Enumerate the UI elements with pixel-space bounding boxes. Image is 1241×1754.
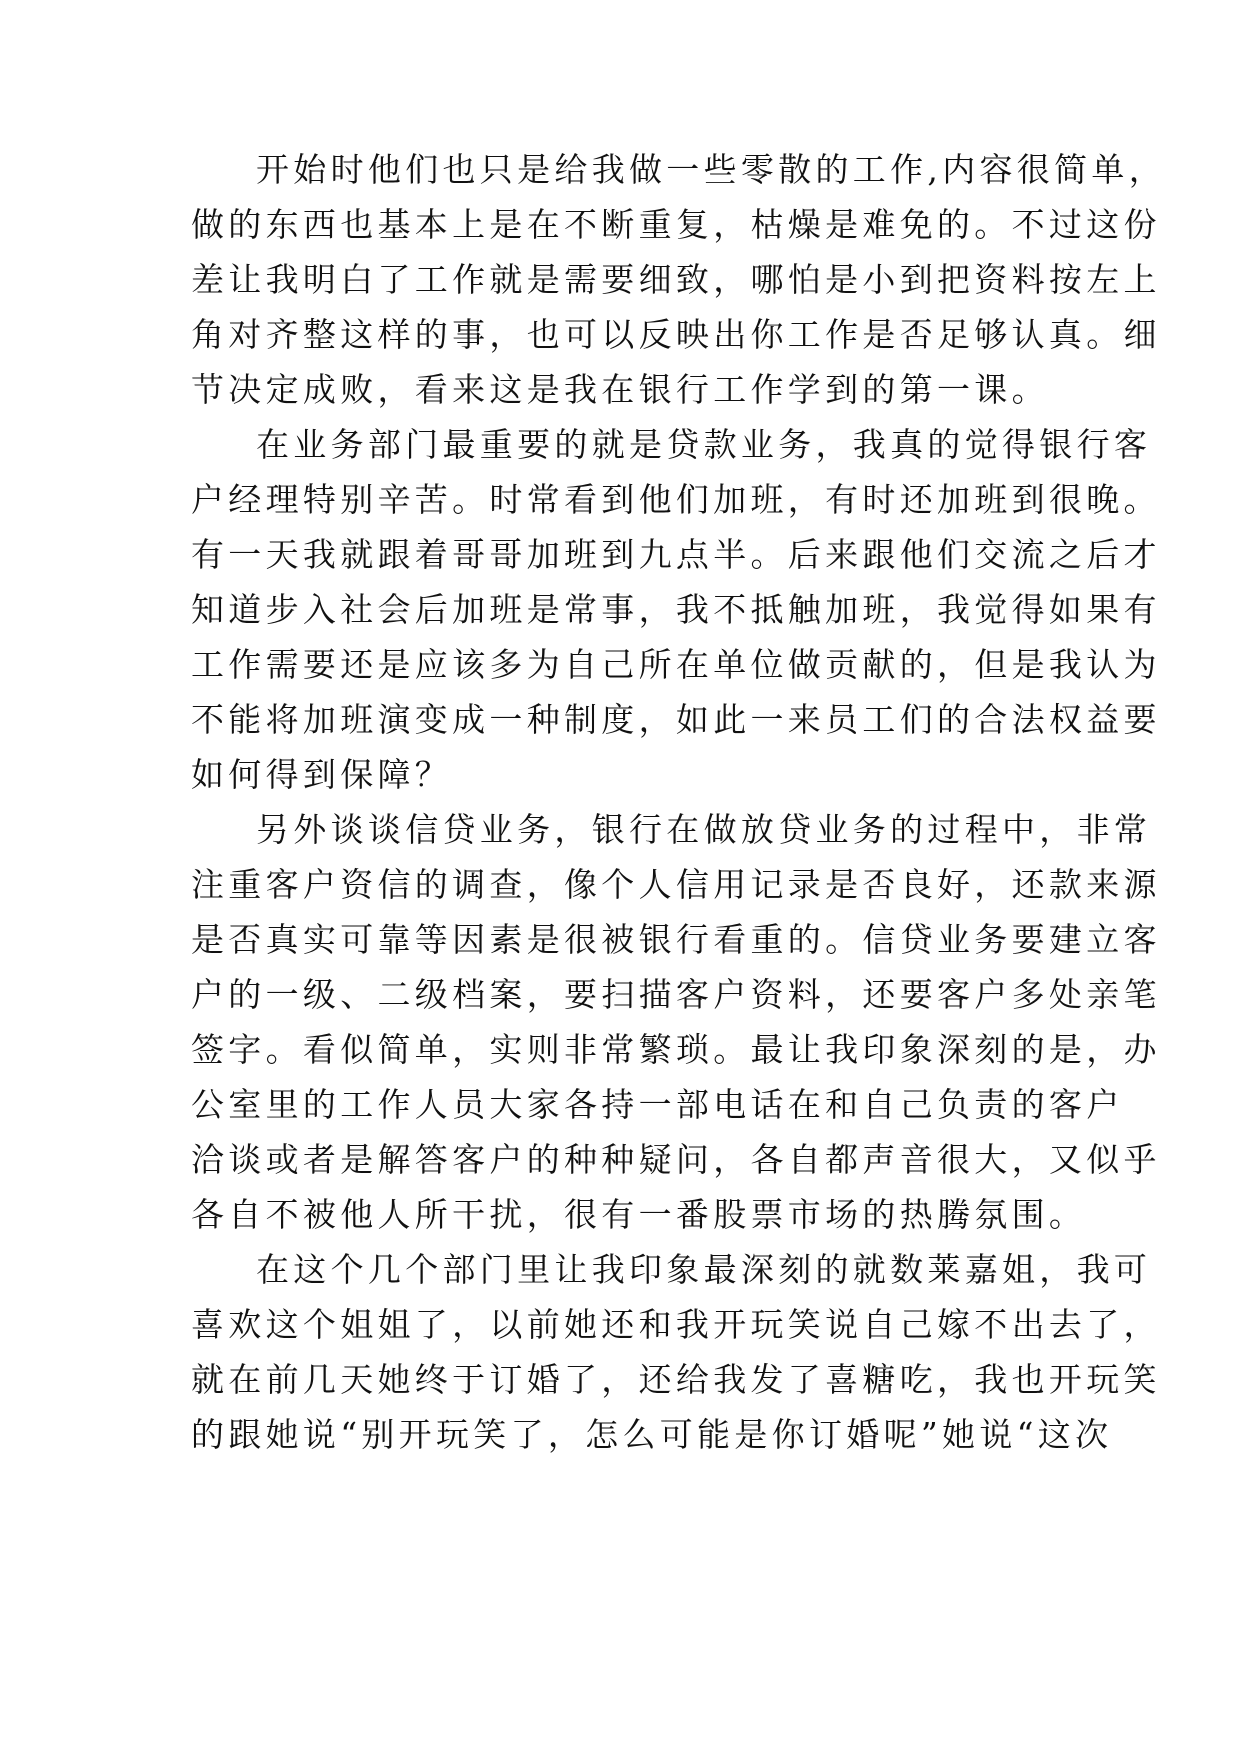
- paragraph-3-line-5: 签字。看似简单，实则非常繁琐。最让我印象深刻的是，办: [191, 1030, 1161, 1069]
- paragraph-4-line-2: 喜欢这个姐姐了，以前她还和我开玩笑说自己嫁不出去了，: [191, 1305, 1161, 1344]
- paragraph-3-line-1: 另外谈谈信贷业务，银行在做放贷业务的过程中，非常: [256, 810, 1152, 849]
- paragraph-2-line-7: 如何得到保障？: [191, 755, 453, 794]
- paragraph-1-line-3: 差让我明白了工作就是需要细致，哪怕是小到把资料按左上: [191, 260, 1161, 299]
- paragraph-1-line-1: 开始时他们也只是给我做一些零散的工作,内容很简单，: [256, 150, 1166, 189]
- paragraph-3-line-3: 是否真实可靠等因素是很被银行看重的。信贷业务要建立客: [191, 920, 1161, 959]
- paragraph-3-line-2: 注重客户资信的调查，像个人信用记录是否良好，还款来源: [191, 865, 1161, 904]
- paragraph-4-line-4: 的跟她说“别开玩笑了，怎么可能是你订婚呢”她说“这次: [191, 1415, 1113, 1454]
- paragraph-1-line-4: 角对齐整这样的事，也可以反映出你工作是否足够认真。细: [191, 315, 1161, 354]
- paragraph-3-line-6: 公室里的工作人员大家各持一部电话在和自己负责的客户: [191, 1085, 1124, 1124]
- paragraph-2-line-5: 工作需要还是应该多为自己所在单位做贡献的，但是我认为: [191, 645, 1161, 684]
- paragraph-1-line-2: 做的东西也基本上是在不断重复，枯燥是难免的。不过这份: [191, 205, 1161, 244]
- paragraph-1-line-5: 节决定成败，看来这是我在银行工作学到的第一课。: [191, 370, 1049, 409]
- paragraph-2-line-3: 有一天我就跟着哥哥加班到九点半。后来跟他们交流之后才: [191, 535, 1161, 574]
- paragraph-2-line-1: 在业务部门最重要的就是贷款业务，我真的觉得银行客: [256, 425, 1152, 464]
- paragraph-2-line-2: 户经理特别辛苦。时常看到他们加班，有时还加班到很晚。: [191, 480, 1161, 519]
- paragraph-2-line-4: 知道步入社会后加班是常事，我不抵触加班，我觉得如果有: [191, 590, 1161, 629]
- paragraph-2-line-6: 不能将加班演变成一种制度，如此一来员工们的合法权益要: [191, 700, 1161, 739]
- paragraph-3-line-7: 洽谈或者是解答客户的种种疑问，各自都声音很大，又似乎: [191, 1140, 1161, 1179]
- paragraph-3-line-4: 户的一级、二级档案，要扫描客户资料，还要客户多处亲笔: [191, 975, 1161, 1014]
- paragraph-4-line-1: 在这个几个部门里让我印象最深刻的就数莱嘉姐，我可: [256, 1250, 1152, 1289]
- paragraph-4-line-3: 就在前几天她终于订婚了，还给我发了喜糖吃，我也开玩笑: [191, 1360, 1161, 1399]
- paragraph-3-line-8: 各自不被他人所干扰，很有一番股票市场的热腾氛围。: [191, 1195, 1087, 1234]
